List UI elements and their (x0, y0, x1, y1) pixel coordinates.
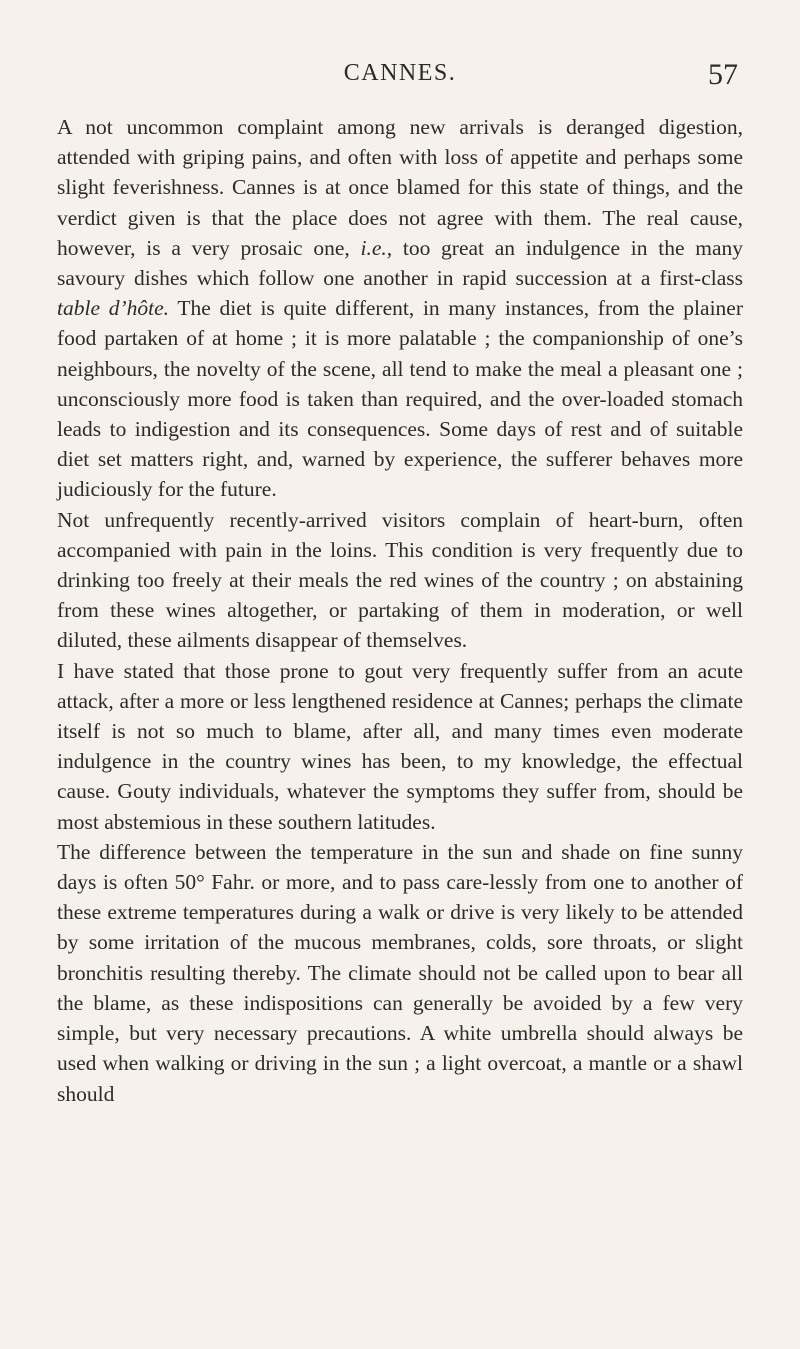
paragraph-1-text-3: The diet is quite different, in many instances, from the plainer food partaken of at home ; it is more palatable ; the companionship of one’s neighbours, the novelty of the scene, all tend to make the meal a pleasant one ; unconsciously more food is taken than required, and the over-loaded stomach leads to indigestion and its consequences. Some days of rest and of suitable diet set matters right, and, warned by experience, the sufferer behaves more judiciously for the future. (57, 296, 743, 502)
paragraph-1-text-1: A not uncommon complaint among new arrivals is deranged digestion, attended with griping pains, and often with loss of appetite and perhaps some slight feverishness. Cannes is at once blamed for this state of things, and the verdict given is that the place does not agree with them. The real cause, however, is a very prosaic one, (57, 115, 743, 260)
page-number: 57 (708, 58, 738, 91)
paragraph-1-text-2: , too great an indulgence in the many savoury dishes which follow one another in rapid succession at a first-class (57, 235, 743, 291)
paragraph-2-text: Not unfrequently recently-arrived visitors complain of heart-burn, often accompanied with pain in the loins. This condition is very frequently due to drinking too freely at their meals the red wines of the country ; on abstaining from these wines altogether, or partaking of them in moderation, or well diluted, these ailments disappear of themselves. (57, 507, 743, 653)
running-head-title: CANNES. (343, 60, 457, 86)
paragraph-3 (57, 656, 743, 837)
paragraph-4-text: The difference between the temperature in the sun and shade on fine sunny days is often 50° Fahr. or more, and to pass care-lessly from one to another of these extreme temperatures during a walk or drive is very likely to be attended by some irritation of the mucous membranes, colds, sore throats, or slight bronchitis resulting thereby. The climate should not be called upon to bear all the blame, as these indispositions can generally be avoided by a few very simple, but very necessary precautions. A white umbrella should always be used when walking or driving in the sun ; a light overcoat, a mantle or a shawl should (57, 839, 743, 1106)
body-text (57, 112, 743, 1109)
paragraph-1-italic-ie: i.e. (360, 235, 387, 260)
paragraph-3-text: I have stated that those prone to gout very frequently suffer from an acute attack, after a more or less lengthened residence at Cannes; perhaps the climate itself is not so much to blame, after all, and many times even moderate indulgence in the country wines has been, to my knowledge, the effectual cause. Gouty individuals, whatever the symptoms they suffer from, should be most abstemious in these southern latitudes. (57, 658, 743, 834)
paragraph-1-italic-table-dhote: table d’hôte. (57, 296, 170, 321)
paragraph-2 (57, 505, 743, 656)
paragraph-1 (57, 112, 743, 505)
running-head (0, 60, 800, 100)
paragraph-4 (57, 837, 743, 1109)
